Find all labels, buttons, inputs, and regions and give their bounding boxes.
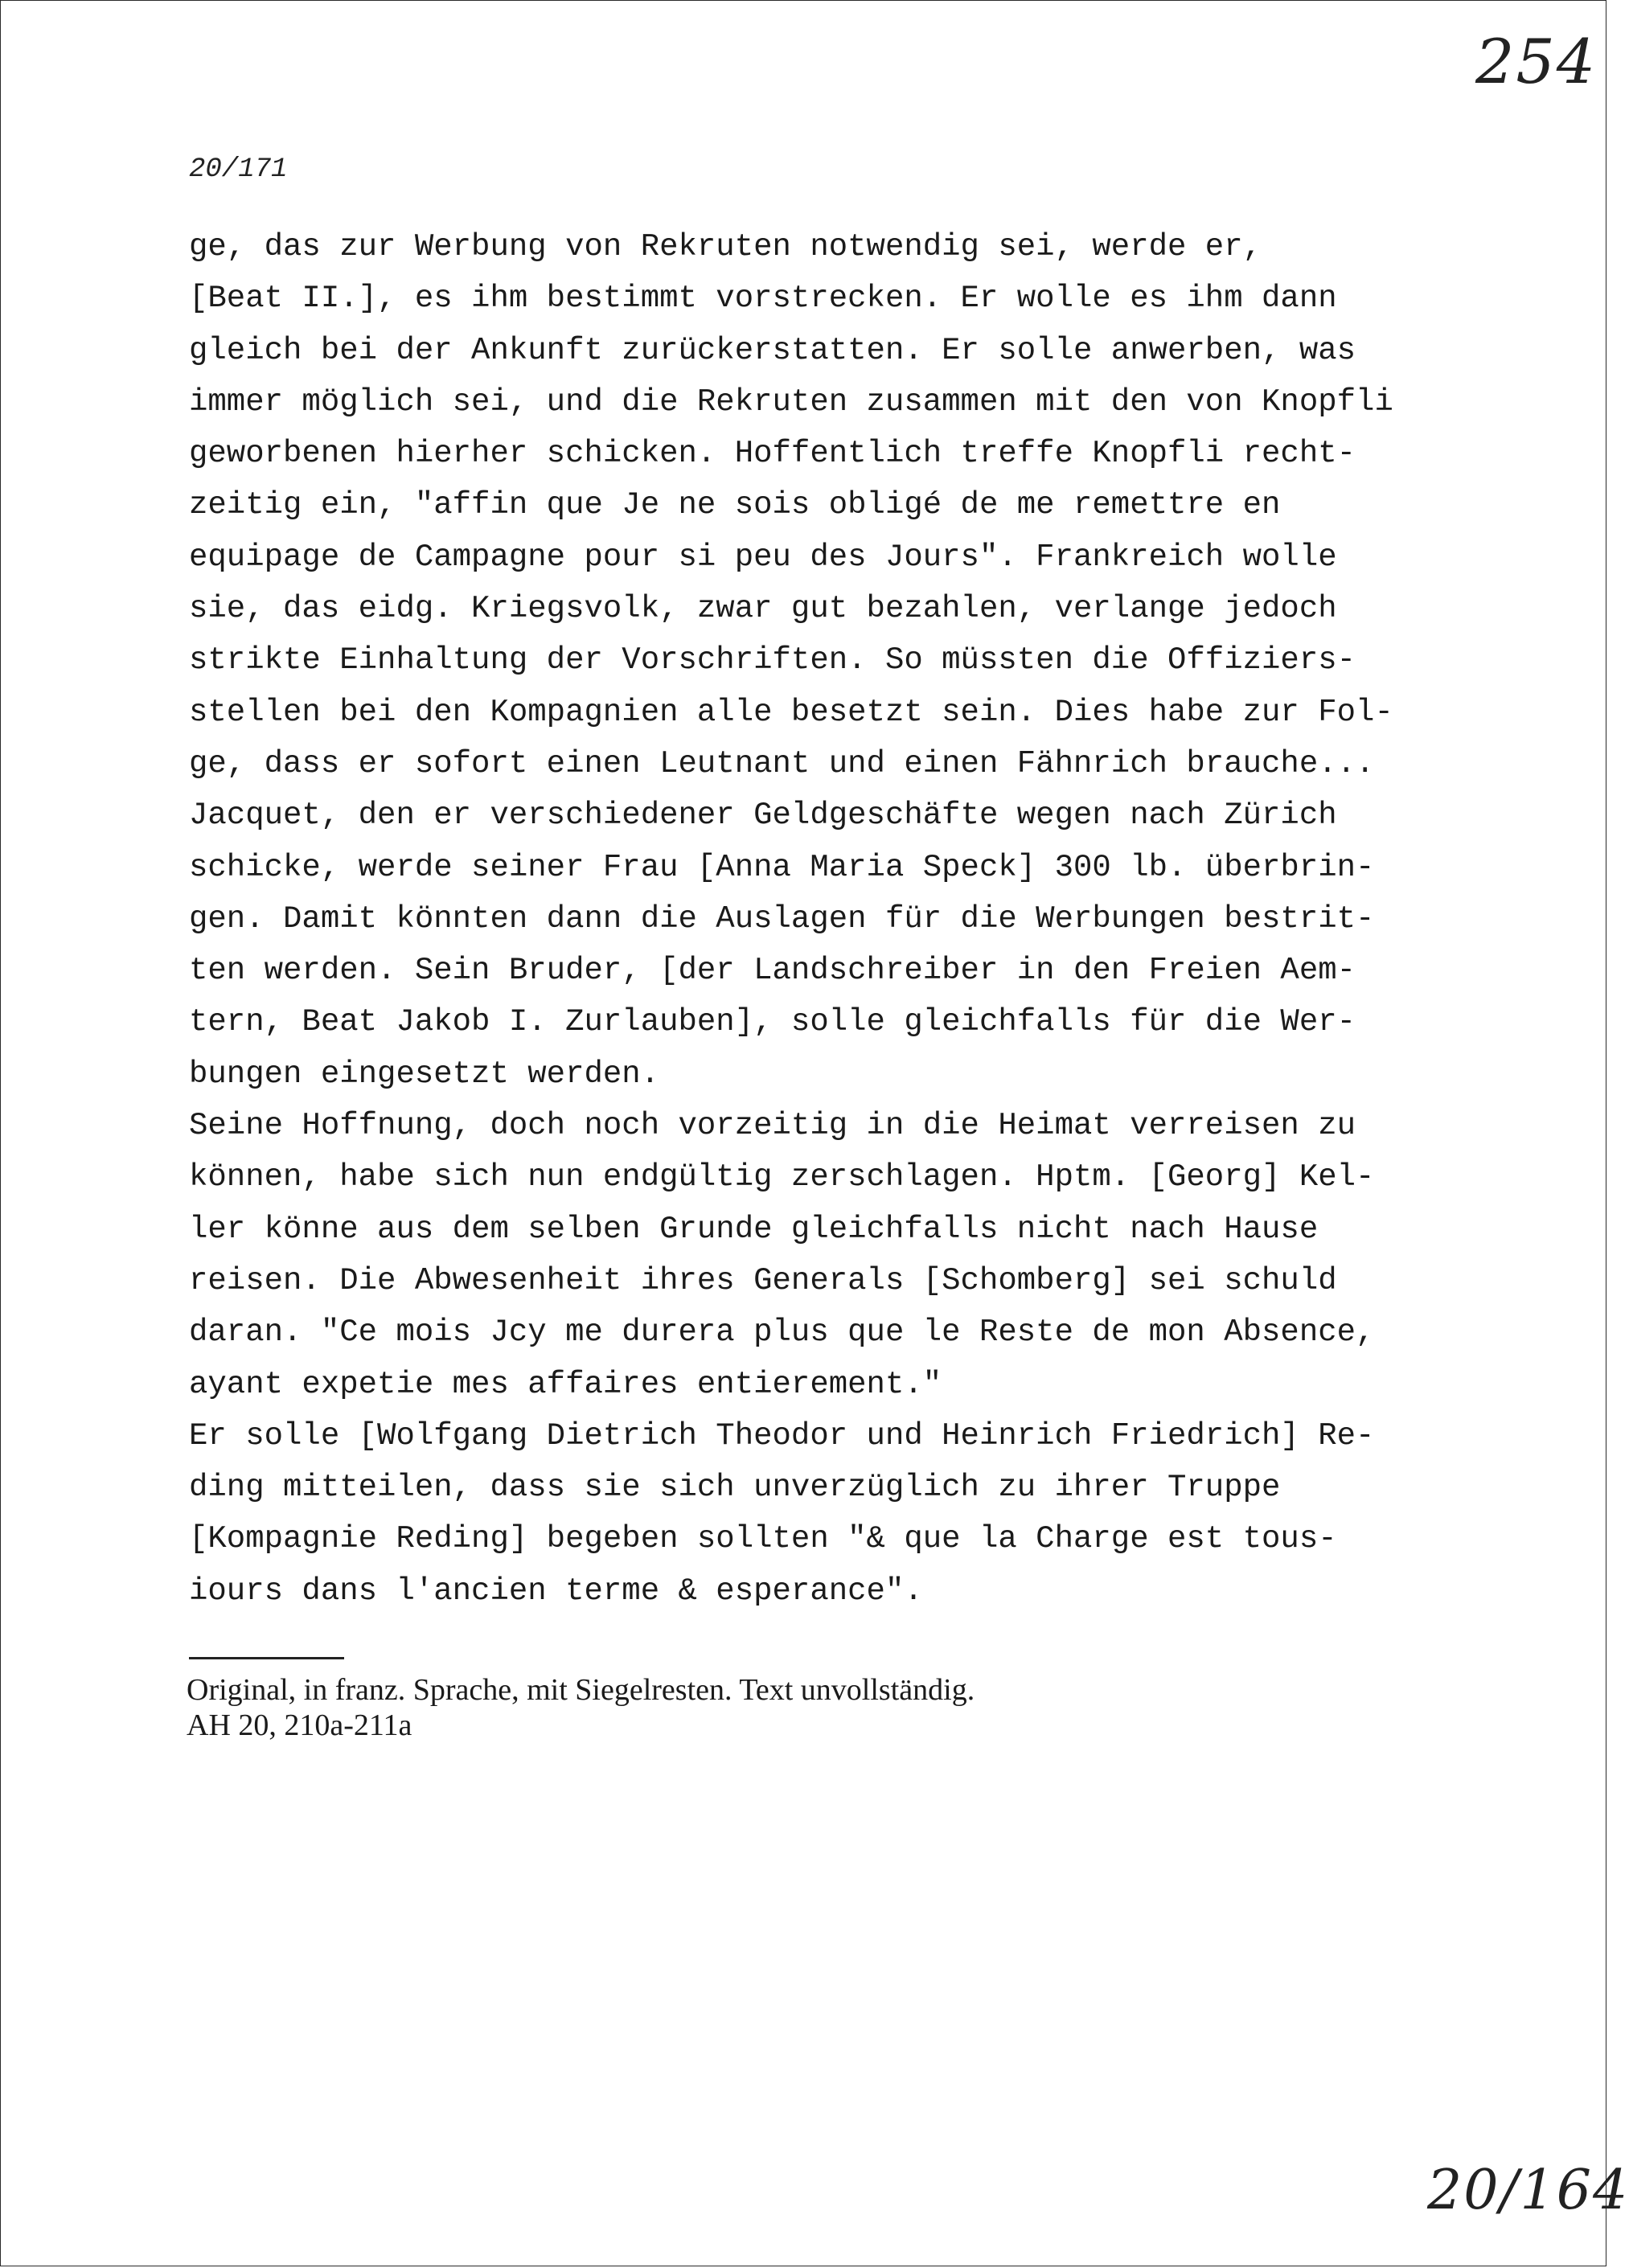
body-line: daran. "Ce mois Jcy me durera plus que le Reste de mon Absence, [189, 1314, 1375, 1351]
body-line: gleich bei der Ankunft zurückerstatten. Er solle anwerben, was [189, 332, 1356, 368]
body-line: Er solle [Wolfgang Dietrich Theodor und Heinrich Friedrich] Re- [189, 1417, 1375, 1454]
body-line: ge, dass er sofort einen Leutnant und einen Fähnrich brauche... [189, 745, 1375, 781]
body-line: sie, das eidg. Kriegsvolk, zwar gut bezahlen, verlange jedoch [189, 591, 1337, 627]
handwritten-archive-ref: 20/164 [1427, 2159, 1629, 2222]
body-line: ding mitteilen, dass sie sich unverzüglich zu ihrer Truppe [189, 1470, 1281, 1506]
handwritten-page-number: 254 [1475, 26, 1598, 97]
body-line: gen. Damit könnten dann die Auslagen für die Werbungen bestrit- [189, 900, 1375, 937]
body-line: equipage de Campagne pour si peu des Jours". Frankreich wolle [189, 539, 1337, 575]
body-line: zeitig ein, "affin que Je ne sois obligé de me remettre en [189, 487, 1281, 523]
body-line: geworbenen hierher schicken. Hoffentlich treffe Knopfli recht- [189, 436, 1356, 472]
body-line: ler könne aus dem selben Grunde gleichfalls nicht nach Hause [189, 1211, 1319, 1247]
footnote [187, 1672, 975, 1743]
body-line: iours dans l'ancien terme & esperance". [189, 1573, 923, 1609]
body-line: können, habe sich nun endgültig zerschlagen. Hptm. [Georg] Kel- [189, 1159, 1375, 1196]
body-line: strikte Einhaltung der Vorschriften. So müssten die Offiziers- [189, 642, 1356, 679]
body-line: tern, Beat Jakob I. Zurlauben], solle gleichfalls für die Wer- [189, 1004, 1356, 1040]
body-line: immer möglich sei, und die Rekruten zusammen mit den von Knopfli [189, 383, 1393, 420]
footnote-rule [189, 1657, 344, 1659]
body-text [189, 221, 1516, 1617]
body-line: reisen. Die Abwesenheit ihres Generals [Schomberg] sei schuld [189, 1262, 1337, 1298]
footnote-line: Original, in franz. Sprache, mit Siegelresten. Text unvollständig. [187, 1673, 975, 1707]
body-line: ge, das zur Werbung von Rekruten notwendig sei, werde er, [189, 229, 1262, 265]
body-line: schicke, werde seiner Frau [Anna Maria Speck] 300 lb. überbrin- [189, 849, 1375, 885]
body-line: bungen eingesetzt werden. [189, 1056, 660, 1092]
body-line: stellen bei den Kompagnien alle besetzt sein. Dies habe zur Fol- [189, 694, 1393, 730]
body-line: ten werden. Sein Bruder, [der Landschreiber in den Freien Aem- [189, 953, 1356, 989]
body-line: Jacquet, den er verschiedener Geldgeschäfte wegen nach Zürich [189, 798, 1337, 834]
footnote-line: AH 20, 210a-211a [187, 1708, 412, 1742]
body-line: [Kompagnie Reding] begeben sollten "& que la Charge est tous- [189, 1521, 1337, 1557]
reference-number: 20/171 [189, 154, 288, 185]
body-line: ayant expetie mes affaires entierement." [189, 1366, 942, 1402]
body-line: [Beat II.], es ihm bestimmt vorstrecken. Er wolle es ihm dann [189, 281, 1337, 317]
body-line: Seine Hoffnung, doch noch vorzeitig in die Heimat verreisen zu [189, 1108, 1356, 1144]
